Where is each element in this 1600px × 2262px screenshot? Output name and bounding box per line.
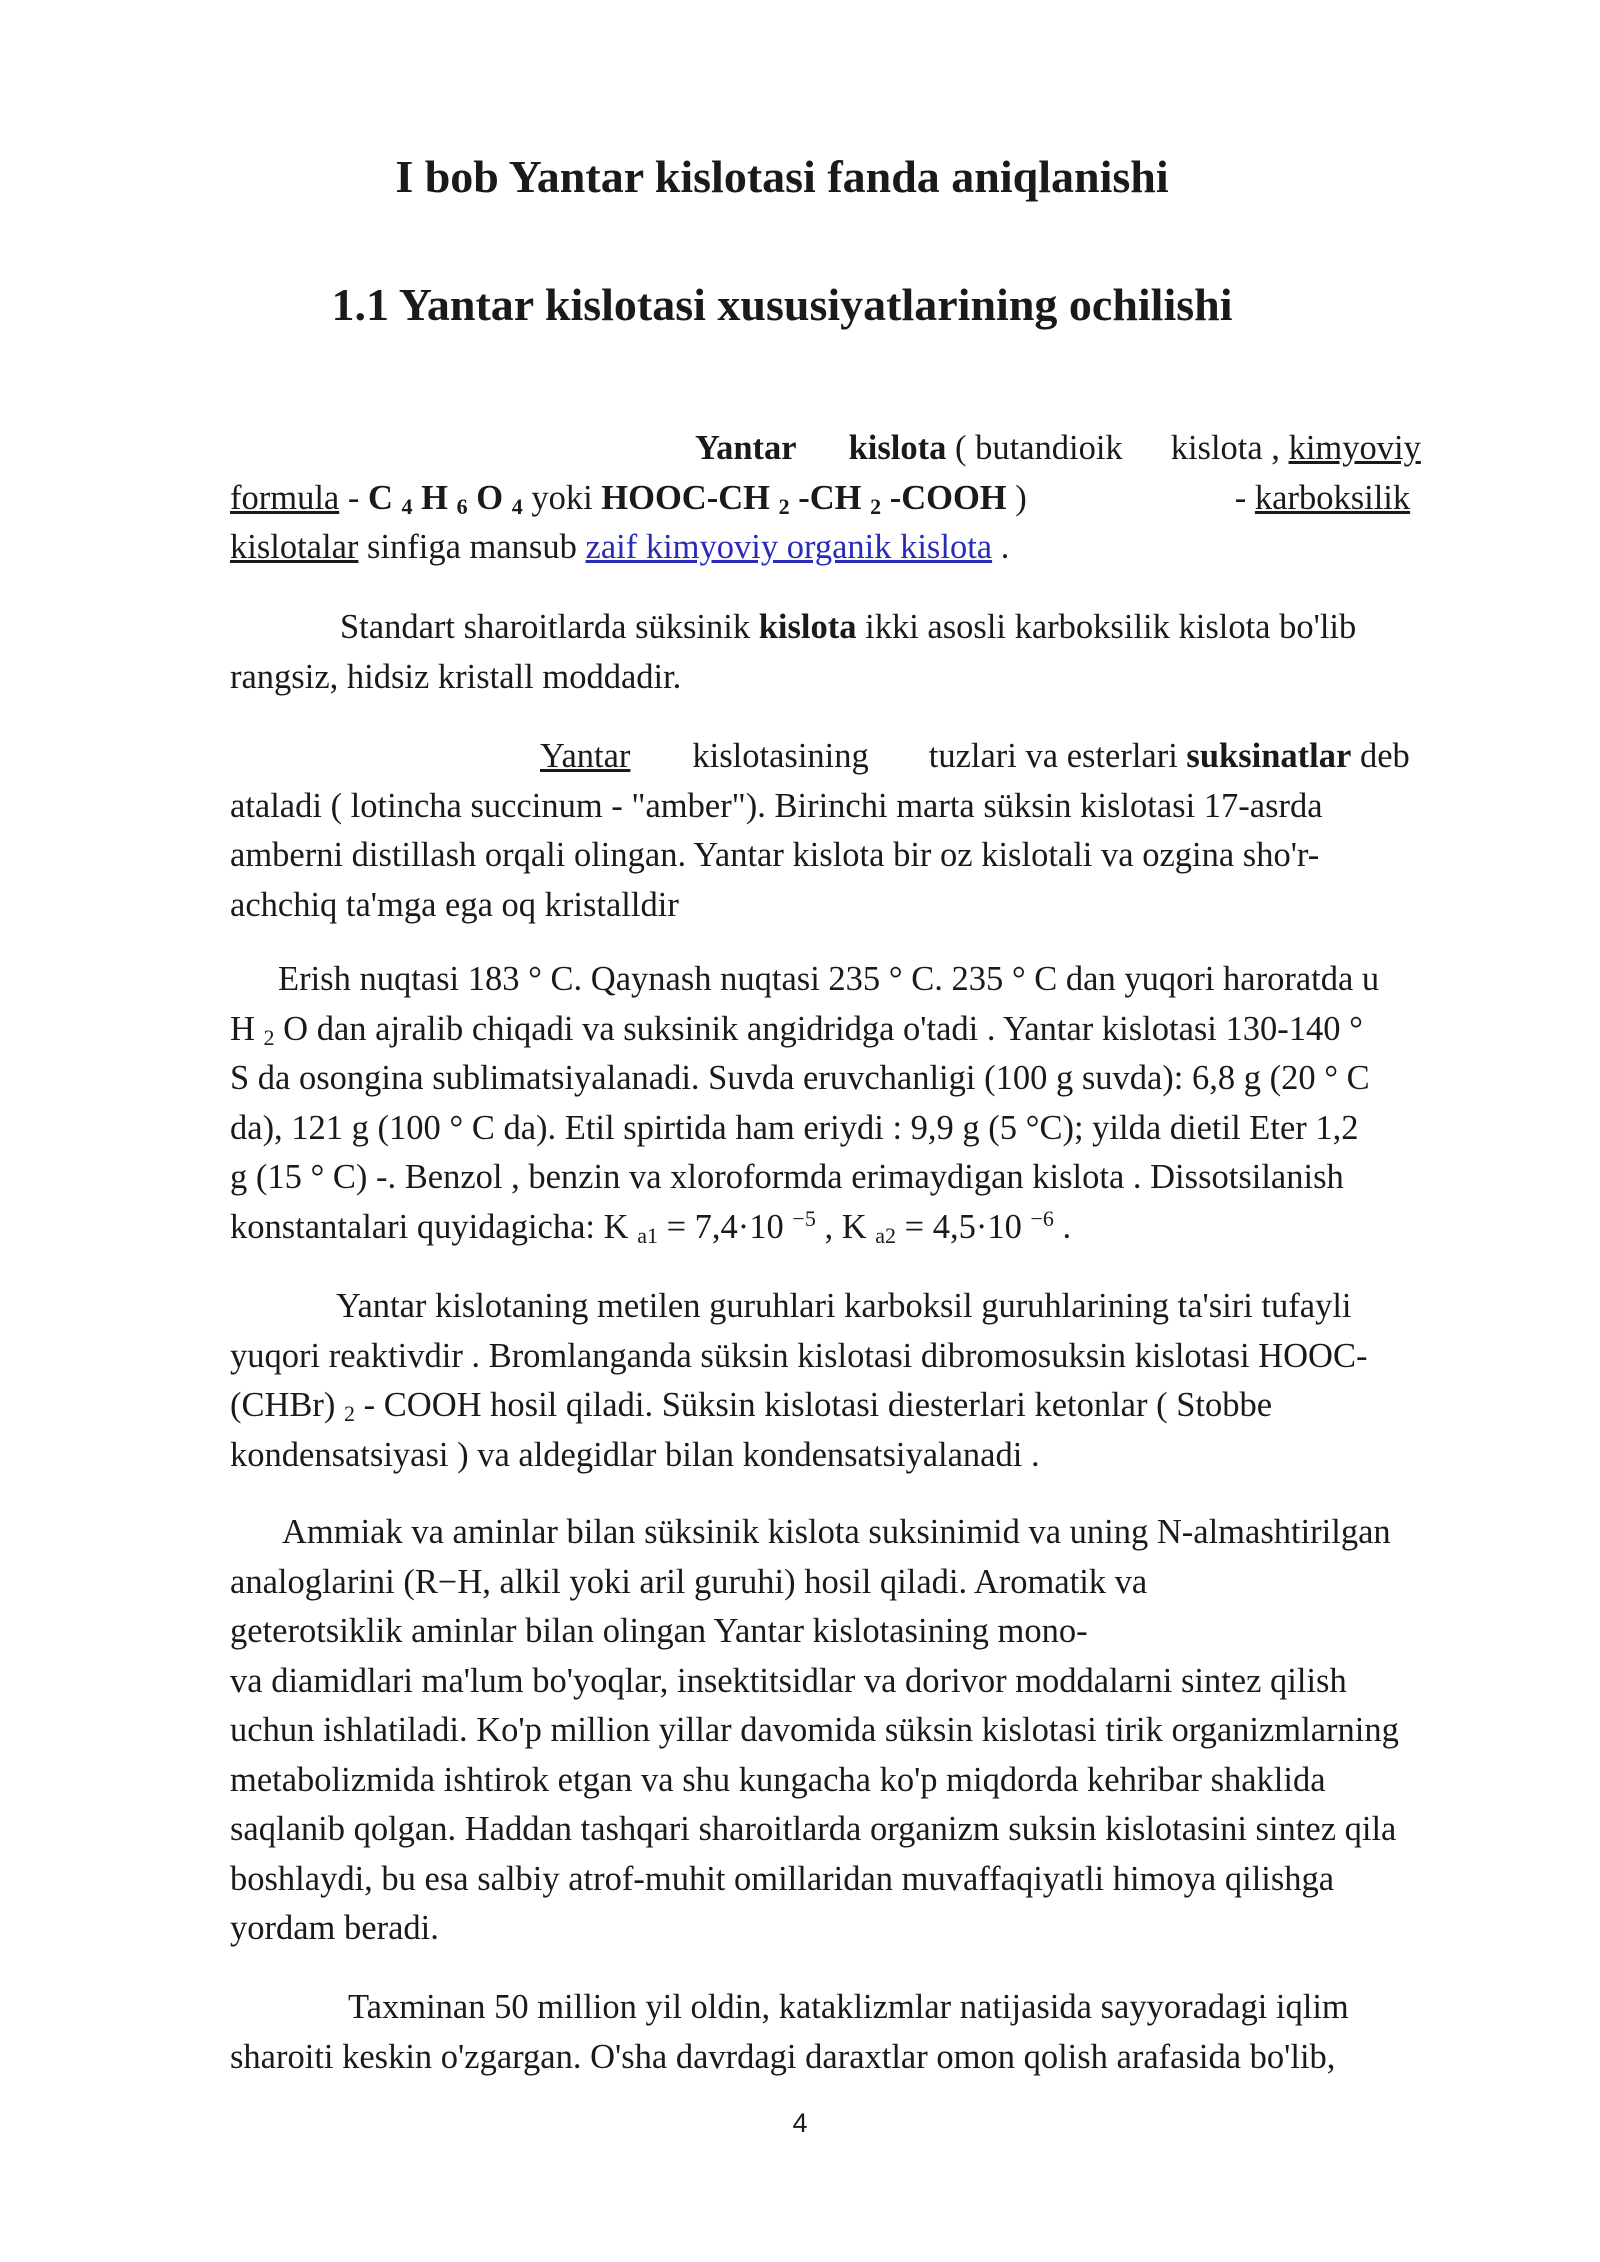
text-run: ( butandioik <box>955 429 1123 467</box>
text-run: kislotasining <box>692 737 869 775</box>
paragraph-1 <box>230 424 1494 573</box>
text-run: Standart sharoitlarda süksinik <box>340 608 751 646</box>
paragraph-6 <box>230 1508 1494 1954</box>
text-run: ) <box>1015 478 1027 517</box>
paragraph-line: konstantalari quyidagicha: K $_{a1}$ = 7,4·10 $^{-5}$ , K $_{a2}$ = 4,5·10 $^{-6}$ . <box>230 1205 1072 1248</box>
paragraph-line: amberni distillash orqali olingan. Yantar kislota bir oz kislotali va ozgina sho'r- <box>230 836 1320 874</box>
paragraph-line: g (15 ° C) -. Benzol , benzin va xloroformda erimaydigan kislota . Dissotsilanish <box>230 1158 1344 1196</box>
text-run: tuzlari va esterlari <box>928 737 1178 775</box>
paragraph-line: Yantar kislotaning metilen guruhlari karboksil guruhlarining ta'siri tufayli <box>336 1287 1352 1325</box>
yantar-underlined: Yantar <box>540 737 631 775</box>
formula-c4h6o4: C $_4$ H $_6$ O $_4$ <box>367 478 523 519</box>
formula-hooc: HOOC-CH $_2$ -CH $_2$ -COOH <box>601 478 1007 519</box>
paragraph-line: achchiq ta'mga ega oq kristalldir <box>230 885 679 924</box>
karboksilik-link[interactable]: karboksilik <box>1254 478 1411 517</box>
paragraph-line <box>230 474 1494 524</box>
paragraph-line: H $_2$ O dan ajralib chiqadi va suksinik angidridga o'tadi . Yantar kislotasi 130-140 ° <box>230 1009 1363 1050</box>
text-run: sinfiga mansub <box>367 528 577 566</box>
paragraph-7 <box>230 1983 1494 2082</box>
paragraph-line: analoglarini (R−H, alkil yoki aril guruhi) hosil qiladi. Aromatik va <box>230 1562 1148 1601</box>
text-run: deb <box>1359 737 1410 775</box>
paragraph-line: yordam beradi. <box>230 1909 439 1947</box>
paragraph-2 <box>230 603 1494 702</box>
paragraph-line: da), 121 g (100 ° C da). Etil spirtida ham eriydi : 9,9 g (5 °C); yilda dietil Eter 1,2 <box>230 1108 1359 1147</box>
paragraph-line <box>230 424 1494 474</box>
bold-term: kislota <box>848 429 947 467</box>
section-title: 1.1 Yantar kislotasi xususiyatlarining ochilishi <box>331 279 1233 330</box>
paragraph-line: Taxminan 50 million yil oldin, kataklizmlar natijasida sayyoradagi iqlim <box>348 1988 1349 2026</box>
text-run: yoki <box>531 478 593 517</box>
paragraph-line: S da osongina sublimatsiyalanadi. Suvda eruvchanligi (100 g suvda): 6,8 g (20 ° C <box>230 1059 1370 1097</box>
paragraph-line: boshlaydi, bu esa salbiy atrof-muhit omillaridan muvaffaqiyatli himoya qilishga <box>230 1859 1335 1898</box>
paragraph-line: geterotsiklik aminlar bilan olingan Yantar kislotasining mono- <box>230 1612 1088 1650</box>
paragraph-line <box>230 603 1494 653</box>
paragraph-5 <box>230 1282 1494 1480</box>
page-number: 4 <box>792 2108 808 2138</box>
paragraph-line: (CHBr) $_2$ - COOH hosil qiladi. Süksin kislotasi diesterlari ketonlar ( Stobbe <box>230 1386 1273 1426</box>
paragraph-line: rangsiz, hidsiz kristall moddadir. <box>230 657 682 696</box>
formula-link[interactable]: formula <box>230 478 340 517</box>
paragraph-4 <box>230 955 1494 1252</box>
paragraph-line <box>230 732 1494 782</box>
organic-acid-link[interactable]: zaif kimyoviy organik kislota <box>585 528 993 566</box>
text-run: ikki asosli karboksilik kislota bo'lib <box>865 608 1357 646</box>
kimyoviy-link[interactable]: kimyoviy <box>1288 429 1421 467</box>
paragraph-line: saqlanib qolgan. Haddan tashqari sharoitlarda organizm suksin kislotasini sintez qila <box>230 1810 1397 1848</box>
text-run: kislota , <box>1170 429 1280 467</box>
text-run: - <box>347 478 360 517</box>
chapter-title: I bob Yantar kislotasi fanda aniqlanishi <box>395 151 1169 202</box>
bold-term: kislota <box>758 608 857 646</box>
paragraph-line: kondensatsiyasi ) va aldegidlar bilan kondensatsiyalanadi . <box>230 1435 1040 1474</box>
text-run: - <box>1234 478 1247 517</box>
bold-term: Yantar <box>695 429 797 467</box>
paragraph-line: sharoiti keskin o'zgargan. O'sha davrdagi daraxtlar omon qolish arafasida bo'lib, <box>230 2037 1336 2076</box>
paragraph-line: yuqori reaktivdir . Bromlanganda süksin kislotasi dibromosuksin kislotasi HOOC- <box>230 1336 1368 1375</box>
paragraph-line: va diamidlari ma'lum bo'yoqlar, insektitsidlar va dorivor moddalarni sintez qilish <box>230 1661 1347 1700</box>
paragraph-line: metabolizmida ishtirok etgan va shu kungacha ko'p miqdorda kehribar shaklida <box>230 1760 1326 1799</box>
paragraph-3 <box>230 732 1494 930</box>
paragraph-line <box>230 523 1494 573</box>
kislotalar-link[interactable]: kislotalar <box>230 528 359 566</box>
paragraph-line: uchun ishlatiladi. Ko'p million yillar davomida süksin kislotasi tirik organizmlarning <box>230 1711 1399 1749</box>
paragraph-line: Erish nuqtasi 183 ° C. Qaynash nuqtasi 235 ° C. 235 ° C dan yuqori haroratda u <box>278 960 1380 998</box>
paragraph-line: Ammiak va aminlar bilan süksinik kislota suksinimid va uning N-almashtirilgan <box>282 1513 1391 1551</box>
text-run: . <box>1000 528 1010 566</box>
paragraph-line: ataladi ( lotincha succinum - "amber"). Birinchi marta süksin kislotasi 17-asrda <box>230 786 1323 825</box>
bold-term: suksinatlar <box>1186 737 1352 775</box>
